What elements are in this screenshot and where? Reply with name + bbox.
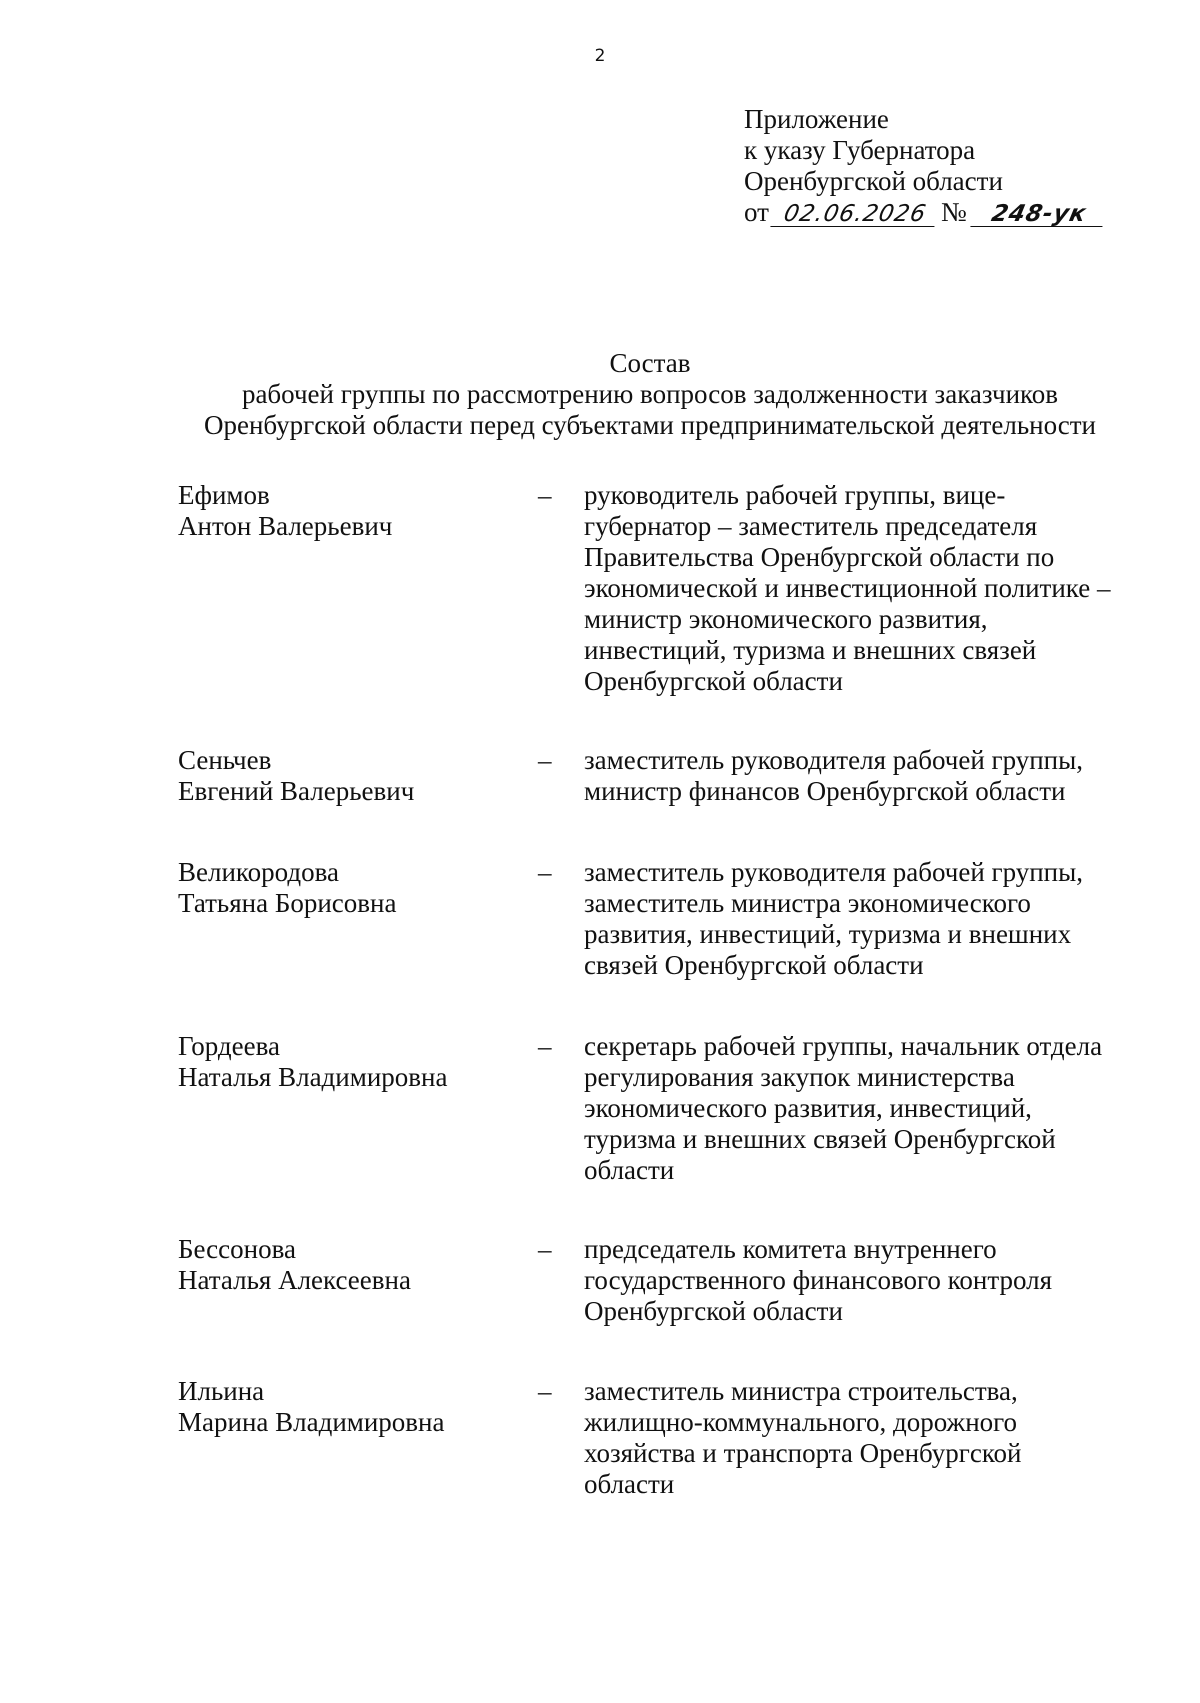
member-role <box>584 745 1154 807</box>
role-line: Правительства Оренбургской области по <box>584 542 1055 572</box>
member-surname: Бессонова <box>178 1234 296 1264</box>
member-name <box>178 1234 538 1327</box>
member-bessonova <box>178 1234 1158 1327</box>
role-line: Оренбургской области <box>584 1296 843 1326</box>
role-line: руководитель рабочей группы, вице- <box>584 480 1006 510</box>
member-name <box>178 480 538 697</box>
member-given-name: Антон Валерьевич <box>178 511 393 541</box>
role-line: заместитель руководителя рабочей группы, <box>584 857 1084 887</box>
member-name <box>178 1376 538 1500</box>
member-surname: Великородова <box>178 857 339 887</box>
member-dash: – <box>538 745 552 775</box>
role-line: хозяйства и транспорта Оренбургской <box>584 1438 1022 1468</box>
role-line: развития, инвестиций, туризма и внешних <box>584 919 1072 949</box>
member-role <box>584 1376 1154 1500</box>
member-name <box>178 745 538 807</box>
member-given-name: Татьяна Борисовна <box>178 888 397 918</box>
title-line-3: Оренбургской области перед субъектами предпринимательской деятельности <box>203 410 1096 440</box>
role-line: заместитель министра строительства, <box>584 1376 1018 1406</box>
role-line: заместитель министра экономического <box>584 888 1031 918</box>
role-line: экономического развития, инвестиций, <box>584 1093 1032 1123</box>
handwritten-number: 248-ук <box>970 202 1107 227</box>
appendix-line-1: Приложение <box>744 104 889 134</box>
member-given-name: Марина Владимировна <box>178 1407 445 1437</box>
title-line-2: рабочей группы по рассмотрению вопросов задолженности заказчиков <box>241 379 1059 409</box>
member-dash: – <box>538 1376 552 1406</box>
title-line-1: Состав <box>609 348 691 378</box>
role-line: министр финансов Оренбургской области <box>584 776 1066 806</box>
member-surname: Ильина <box>178 1376 265 1406</box>
member-role <box>584 480 1154 697</box>
role-line: инвестиций, туризма и внешних связей <box>584 635 1037 665</box>
member-surname: Гордеева <box>178 1031 280 1061</box>
member-given-name: Наталья Владимировна <box>178 1062 448 1092</box>
appendix-line-3: Оренбургской области <box>744 166 1003 196</box>
member-surname: Сеньчев <box>178 745 272 775</box>
role-line: Оренбургской области <box>584 666 843 696</box>
role-line: губернатор – заместитель председателя <box>584 511 1038 541</box>
appendix-date-line <box>744 197 1105 228</box>
role-line: заместитель руководителя рабочей группы, <box>584 745 1084 775</box>
member-name <box>178 1031 538 1186</box>
member-dash: – <box>538 857 552 887</box>
member-dash: – <box>538 1234 552 1264</box>
role-line: области <box>584 1155 675 1185</box>
member-dash: – <box>538 480 552 510</box>
appendix-block <box>744 104 1105 228</box>
member-given-name: Евгений Валерьевич <box>178 776 415 806</box>
appendix-line-2: к указу Губернатора <box>744 135 976 165</box>
role-line: жилищно-коммунального, дорожного <box>584 1407 1018 1437</box>
member-given-name: Наталья Алексеевна <box>178 1265 411 1295</box>
role-line: государственного финансового контроля <box>584 1265 1053 1295</box>
role-line: связей Оренбургской области <box>584 950 924 980</box>
member-velikorodova <box>178 857 1158 981</box>
member-name <box>178 857 538 981</box>
role-line: экономической и инвестиционной политике – <box>584 573 1111 603</box>
handwritten-date: 02.06.2026 <box>770 202 939 227</box>
page-number: 2 <box>594 46 606 66</box>
member-dash: – <box>538 1031 552 1061</box>
document-title <box>0 348 1200 441</box>
member-efimov <box>178 480 1158 697</box>
member-gordeeva <box>178 1031 1158 1186</box>
member-senchev <box>178 745 1158 807</box>
member-surname: Ефимов <box>178 480 270 510</box>
member-role <box>584 857 1154 981</box>
number-label: № <box>940 197 967 227</box>
role-line: туризма и внешних связей Оренбургской <box>584 1124 1056 1154</box>
role-line: секретарь рабочей группы, начальник отдела <box>584 1031 1103 1061</box>
role-line: области <box>584 1469 675 1499</box>
member-role <box>584 1031 1154 1186</box>
member-ilyina <box>178 1376 1158 1500</box>
role-line: председатель комитета внутреннего <box>584 1234 997 1264</box>
member-role <box>584 1234 1154 1327</box>
from-label: от <box>744 197 769 227</box>
role-line: регулирования закупок министерства <box>584 1062 1015 1092</box>
role-line: министр экономического развития, <box>584 604 988 634</box>
